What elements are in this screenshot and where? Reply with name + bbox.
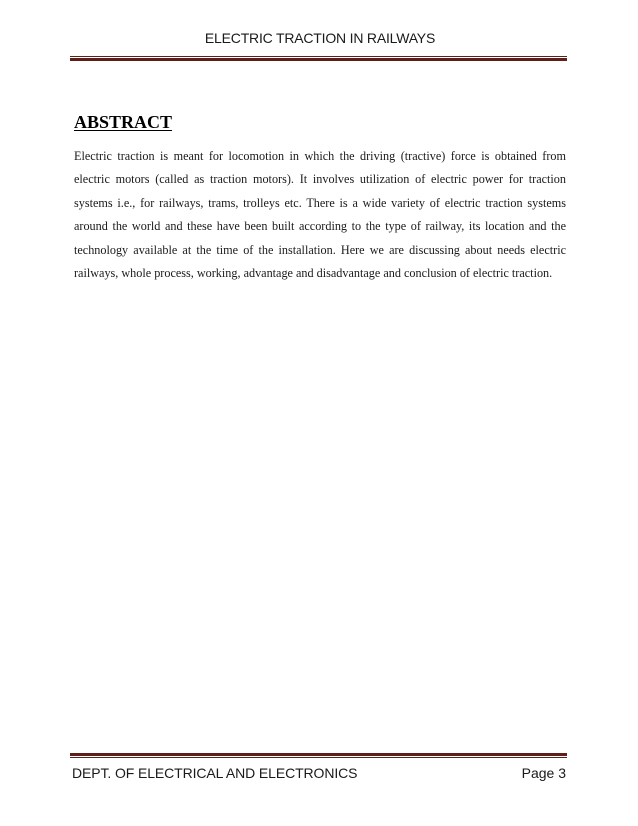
footer-department: DEPT. OF ELECTRICAL AND ELECTRONICS (72, 765, 358, 781)
footer-page-number: Page 3 (521, 765, 566, 781)
footer-rule-thick (70, 753, 567, 756)
footer-rule-thin (70, 757, 567, 758)
header-rule-thin (70, 56, 567, 57)
abstract-paragraph: Electric traction is meant for locomotion in which the driving (tractive) force is obtained from electric motors (called as traction motors). It involves utilization of electric power for traction systems i.e., for railways, trams, trolleys etc. There is a wide variety of electric traction systems around the world and these have been built according to the type of railway, its location and the technology available at the time of the installation. Here we are discussing about needs electric railways, whole process, working, advantage and disadvantage and conclusion of electric traction. (74, 149, 566, 281)
page-header-title: ELECTRIC TRACTION IN RAILWAYS (204, 30, 436, 46)
abstract-heading: ABSTRACT (74, 112, 173, 132)
header-rule-thick (70, 58, 567, 61)
